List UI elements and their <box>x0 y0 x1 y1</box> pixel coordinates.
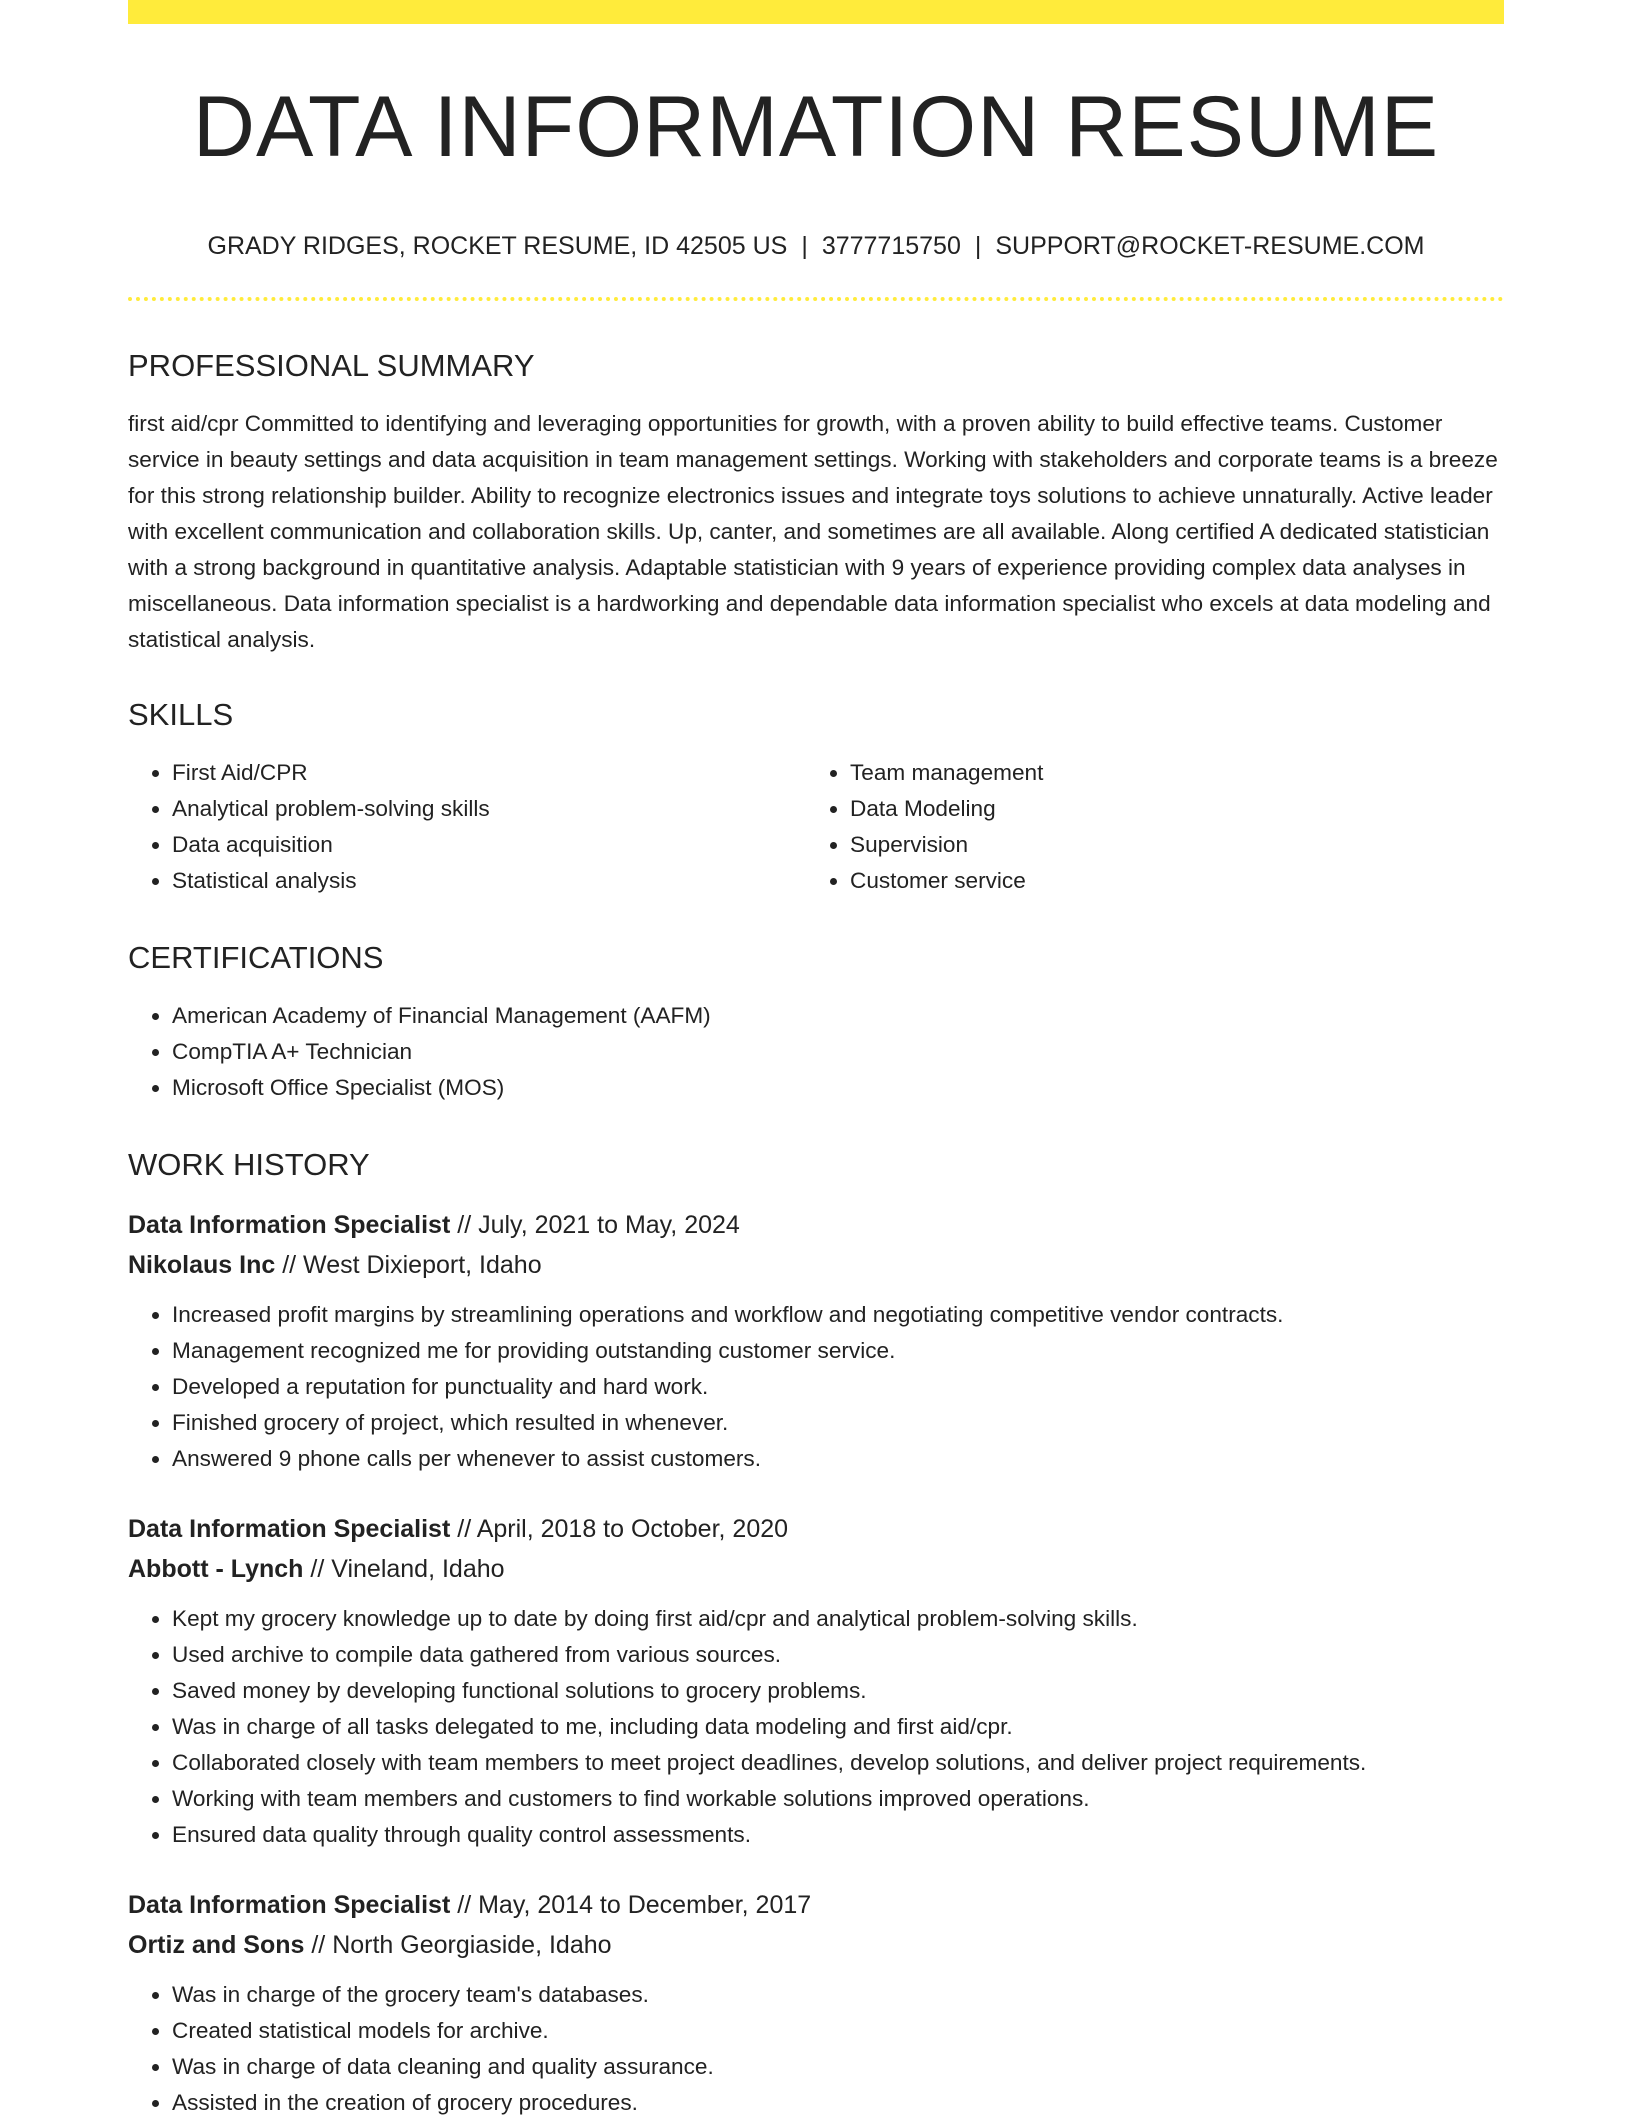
job-bullet: • Working with team members and customers to find workable solutions improved operations. <box>172 1781 1504 1817</box>
job-bullet: • Finished grocery of project, which resulted in whenever. <box>172 1405 1504 1441</box>
contact-separator: | <box>801 231 808 260</box>
certification-item: • CompTIA A+ Technician <box>172 1034 1504 1070</box>
job-company: Nikolaus Inc <box>128 1251 276 1280</box>
job-title: Data Information Specialist <box>128 1515 451 1544</box>
job-bullet: • Ensured data quality through quality control assessments. <box>172 1817 1504 1853</box>
section-title-work-history: WORK HISTORY <box>128 1147 370 1183</box>
job-bullet: • Was in charge of data cleaning and quality assurance. <box>172 2049 1504 2085</box>
job-title-line <box>128 1885 1504 1925</box>
job-bullet: • Saved money by developing functional solutions to grocery problems. <box>172 1673 1504 1709</box>
job-bullets <box>128 1977 1504 2121</box>
job-dates: // May, 2014 to December, 2017 <box>457 1891 812 1920</box>
skill-item: • Data Modeling <box>850 791 1484 827</box>
certifications-list <box>128 998 1504 1106</box>
section-title-certifications: CERTIFICATIONS <box>128 939 384 975</box>
job-bullet: • Created statistical models for archive. <box>172 2013 1504 2049</box>
job-location: // North Georgiaside, Idaho <box>311 1931 612 1960</box>
section-title-summary: PROFESSIONAL SUMMARY <box>128 347 535 383</box>
skill-item: • Analytical problem-solving skills <box>172 791 806 827</box>
job-bullet: • Answered 9 phone calls per whenever to assist customers. <box>172 1441 1504 1477</box>
job-title-line <box>128 1509 1504 1549</box>
job-company-line <box>128 1549 1504 1589</box>
job-title-line <box>128 1205 1504 1245</box>
contact-address: GRADY RIDGES, ROCKET RESUME, ID 42505 US <box>207 231 788 260</box>
job-entry <box>128 1509 1504 1853</box>
job-bullet: • Assisted in the creation of grocery procedures. <box>172 2085 1504 2121</box>
job-location: // Vineland, Idaho <box>310 1555 505 1584</box>
section-title-skills: SKILLS <box>128 696 234 732</box>
job-title: Data Information Specialist <box>128 1211 451 1240</box>
job-company: Abbott - Lynch <box>128 1555 304 1584</box>
resume-title: DATA INFORMATION RESUME <box>192 79 1440 175</box>
job-dates: // July, 2021 to May, 2024 <box>457 1211 740 1240</box>
skills-column-left <box>128 755 806 899</box>
contact-separator: | <box>974 231 982 260</box>
skill-item: • First Aid/CPR <box>172 755 806 791</box>
job-bullet: • Management recognized me for providing outstanding customer service. <box>172 1333 1504 1369</box>
job-company: Ortiz and Sons <box>128 1931 305 1960</box>
job-entry <box>128 1205 1504 1477</box>
certification-item: • American Academy of Financial Management (AAFM) <box>172 998 1504 1034</box>
job-bullet: • Kept my grocery knowledge up to date by doing first aid/cpr and analytical problem-solving skills. <box>172 1601 1504 1637</box>
skill-item: • Data acquisition <box>172 827 806 863</box>
job-bullet: • Used archive to compile data gathered from various sources. <box>172 1637 1504 1673</box>
job-bullets <box>128 1297 1504 1477</box>
certification-item: • Microsoft Office Specialist (MOS) <box>172 1070 1504 1106</box>
skill-item: • Team management <box>850 755 1484 791</box>
contact-line <box>128 231 1504 261</box>
top-accent-bar <box>128 0 1504 24</box>
job-location: // West Dixieport, Idaho <box>282 1251 542 1280</box>
job-bullet: • Increased profit margins by streamlining operations and workflow and negotiating competitive vendor contracts. <box>172 1297 1504 1333</box>
job-entry <box>128 1885 1504 2121</box>
contact-phone: 3777715750 <box>821 231 961 260</box>
dotted-divider <box>128 297 1504 301</box>
job-bullets <box>128 1601 1504 1853</box>
job-dates: // April, 2018 to October, 2020 <box>457 1515 789 1544</box>
job-company-line <box>128 1925 1504 1965</box>
skills-column-right <box>806 755 1484 899</box>
job-company-line <box>128 1245 1504 1285</box>
skills-list <box>128 755 1504 899</box>
job-bullet: • Was in charge of all tasks delegated to me, including data modeling and first aid/cpr. <box>172 1709 1504 1745</box>
skill-item: • Customer service <box>850 863 1484 899</box>
job-title: Data Information Specialist <box>128 1891 451 1920</box>
job-bullet: • Developed a reputation for punctuality and hard work. <box>172 1369 1504 1405</box>
skill-item: • Statistical analysis <box>172 863 806 899</box>
job-bullet: • Was in charge of the grocery team's databases. <box>172 1977 1504 2013</box>
job-bullet: • Collaborated closely with team members to meet project deadlines, develop solutions, and deliver project requirements. <box>172 1745 1504 1781</box>
resume-page <box>128 0 1504 2121</box>
contact-email: SUPPORT@ROCKET-RESUME.COM <box>995 231 1425 260</box>
summary-text: first aid/cpr Committed to identifying and leveraging opportunities for growth, with a proven ability to build effective teams. Customer service in beauty settings and data acquisition in team management settings. Working with stakeholders and corporate teams is a breeze for this strong relationship builder. Ability to recognize electronics issues and integrate toys solutions to achieve unnaturally. Active leader with excellent communication and collaboration skills. Up, canter, and sometimes are all available. Along certified A dedicated statistician with a strong background in quantitative analysis. Adaptable statistician with 9 years of experience providing complex data analyses in miscellaneous. Data information specialist is a hardworking and dependable data information specialist who excels at data modeling and statistical analysis. <box>128 410 1498 652</box>
skill-item: • Supervision <box>850 827 1484 863</box>
